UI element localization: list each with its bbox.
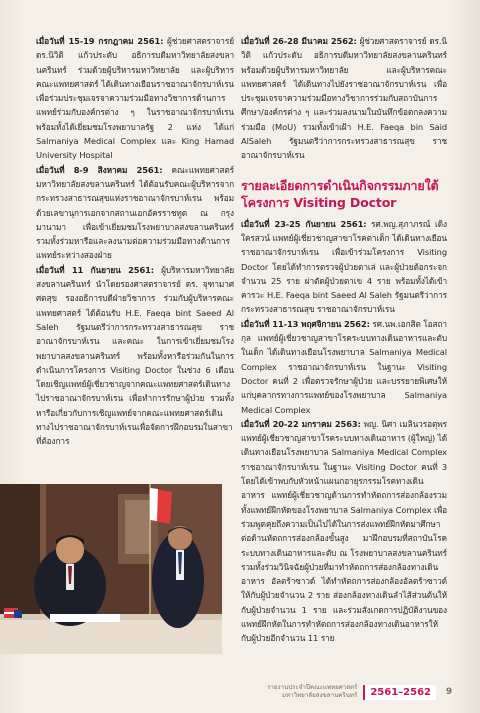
paragraph-jan-2020-visit <box>241 417 447 646</box>
paragraph-text: รศ.นพ.เอกสิต โอสถากุล แพทย์ผู้เชี่ยวชาญสาขาโรคระบบทางเดินอาหารและตับในเด็ก ได้เดินทางเยือนโรงพยาบาล Salmaniya Medical Complex ราชอาณาจักรบาห์เรน ในฐานะ Visiting Doctor คนที่ 2 เพื่อตรวจรักษาผู้ป่วย และบรรยายพิเศษให้แก่บุคลากรทางการแพทย์ของโรงพยาบาล Salmaniya Medical Complex <box>241 318 447 415</box>
paragraph-date: เมื่อวันที่ 26-28 มีนาคม 2562: <box>241 36 357 46</box>
paragraph-text: พญ. นิศา เมลินวรอตุพร แพทย์ผู้เชี่ยวชาญสาขาโรคระบบทางเดินอาหาร (ผู้ใหญ่) ได้เดินทางเยือนโรงพยาบาล Salmaniya Medical Complex ราชอาณาจักรบาห์เรน ในฐานะ Visiting Doctor คนที่ 3 โดยได้เข้าพบกับหัวหน้าแผนกอายุรกรรมโรคทางเดินอาหาร แพทย์ผู้เชี่ยวชาญด้านการทำหัตถการส่องกล้องรวมทั้งแพทย์ฝึกหัดของโรงพยาบาล Salmaniya Complex เพื่อร่วมพูดคุยถึงความเป็นไปได้ในการส่งแพทย์ฝึกหัดมาศึกษาต่อด้านหัตถการส่องกล้องขั้นสูง มาฝึกอบรมที่สถาบันโรคระบบทางเดินอาหารและตับ ณ โรงพยาบาลสงขลานครินทร์ รวมทั้งร่วมวินิจฉัยผู้ป่วยที่มาทำหัตถการส่องกล้องทางเดินอาหาร อัลตร้าซาวด์ ได้ทำหัตถการส่องกล้องอัลตร้าซาวด์ให้กับผู้ป่วยจำนวน 2 ราย ส่องกล้องทางเดินลำไส้ส่วนต้นให้กับผู้ป่วยจำนวน 1 ราย และร่วมสังเกตการปฏิบัติงานของแพทย์ฝึกหัดในการทำหัตถการส่องกล้องทางเดินอาหารให้กับผู้ป่วยอีกจำนวน 11 ราย <box>241 418 447 644</box>
paragraph-sep-2018 <box>36 263 234 449</box>
footer-publication <box>267 684 357 700</box>
paragraph-date: เมื่อวันที่ 23-25 กันยายน 2561: <box>241 218 367 229</box>
paragraph-date: เมื่อวันที่ 8-9 สิงหาคม 2561: <box>36 164 163 175</box>
footer-years-badge: 2561–2562 <box>363 685 436 700</box>
paragraph-date: เมื่อวันที่ 11 กันยายน 2561: <box>36 264 155 275</box>
paragraph-text: ผู้ช่วยศาสตราจารย์ ดร.นิวิติ แก้วประดับ อธิการบดีมหาวิทยาลัยสงขลานครินทร์ ร่วมด้วยผู้บริหารมหาวิทยาลัย และผู้บริหารคณะแพทยศาสตร์ ได้เดินทางเยือนราชอาณาจักรบาห์เรน เพื่อร่วมประชุมเจรจาความร่วมมือทางวิชาการด้านการแพทย์ร่วมกับองค์กรต่าง ๆ ในราชอาณาจักรบาห์เรน พร้อมทั้งได้เยี่ยมชมโรงพยาบาลรัฐ 2 แห่ง ได้แก่ Salmaniya Medical Complex และ King Hamad University Hospital <box>36 36 234 161</box>
photo-illustration <box>0 484 222 654</box>
paragraph-aug-2018 <box>36 163 234 263</box>
paragraph-date: เมื่อวันที่ 20-22 มกราคม 2563: <box>241 418 361 429</box>
right-column <box>241 34 447 646</box>
paragraph-nov-2019-visit <box>241 317 447 417</box>
page-footer <box>260 680 456 704</box>
section-title-visiting-doctor: รายละเอียดการดำเนินกิจกรรมภายใต้โครงการ Visiting Doctor <box>241 177 439 210</box>
signing-ceremony-photo <box>0 484 222 654</box>
paragraph-mar-2019 <box>241 34 447 163</box>
paragraph-sep-2018-visit <box>241 217 447 317</box>
footer-line-2: มหาวิทยาลัยสงขลานครินทร์ <box>282 692 358 699</box>
paragraph-text: ผู้ช่วยศาสตราจารย์ ดร.นิวิติ แก้วประดับ อธิการบดีมหาวิทยาลัยสงขลานครินทร์ พร้อมด้วยผู้บริหารมหาวิทยาลัย และผู้บริหารคณะแพทยศาสตร์ ได้เดินทางไปยังราชอาณาจักรบาห์เรน เพื่อประชุมเจรจาความร่วมมือทางวิชาการร่วมกับสถาบันการศึกษา/องค์กรต่าง ๆ และร่วมลงนามในบันทึกข้อตกลงความร่วมมือ (MoU) รวมทั้งเข้าเฝ้า H.E. Faeqa bin Said AlSaleh รัฐมนตรีว่าการกระทรวงสาธารณสุข ราชอาณาจักรบาห์เรน <box>241 36 447 161</box>
paragraph-jul-2018 <box>36 34 234 163</box>
paragraph-text: รศ.พญ.สุภาภรณ์ เดิงใครสวน์ แพทย์ผู้เชี่ยวชาญสาขาโรคตาเด็ก ได้เดินทางเยือนราชอาณาจักรบาห์เรน เพื่อเข้าร่วมโครงการ Visiting Doctor โดยได้ทำการตรวจผู้ป่วยตาเล่ และผู้ป่วยต้อกระจก จำนวน 25 ราย ผ่าตัดผู้ป่วยตาเข 4 ราย พร้อมทั้งได้เข้าคารวะ H.E. Faeqa bint Saeed Al Saleh รัฐมนตรีว่าการกระทรวงสาธารณสุข ราชอาณาจักรบาห์เรน <box>241 218 448 315</box>
paragraph-text: คณะแพทยศาสตร์ มหาวิทยาลัยสงขลานครินทร์ ได้ต้อนรับคณะผู้บริหารจากกระทรวงสาธารณสุขแห่งราชอาณาจักรบาห์เรน พร้อมด้วยเลขานุการเอกจากสถานเอกอัครราชทูต ณ กรุงมานามา เพื่อเข้าเยี่ยมชมโรงพยาบาลสงขลานครินทร์ รวมทั้งร่วมหารือและลงนามต่อความร่วมมือทางด้านการแพทย์ระหว่างสองฝ่าย <box>36 164 234 261</box>
paragraph-date: เมื่อวันที่ 11-13 พฤศจิกายน 2562: <box>241 318 370 329</box>
footer-line-1: รายงานประจำปีคณะแพทยศาสตร์ <box>267 684 358 691</box>
left-column <box>36 34 234 449</box>
paragraph-date: เมื่อวันที่ 15-19 กรกฎาคม 2561: <box>36 36 164 46</box>
paragraph-text: ผู้บริหารมหาวิทยาลัยสงขลานครินทร์ นำโดยรองศาสตราจารย์ ดร. จุฑามาศ ศตสุข รองอธิการบดีฝ่ายวิชาการ ร่วมกับผู้บริหารคณะแพทยศาสตร์ ได้ต้อนรับ H.E. Faeqa bint Saeed Al Saleh รัฐมนตรีว่าการกระทรวงสาธารณสุข ราชอาณาจักรบาห์เรน และคณะ ในการเข้าเยี่ยมชมโรงพยาบาลสงขลานครินทร์ พร้อมทั้งหารือร่วมกันในการดำเนินการโครงการ Visiting Doctor ในช่วง 6 เดือน โดยเชิญแพทย์ผู้เชี่ยวชาญจากคณะแพทยศาสตร์เดินทางไปราชอาณาจักรบาห์เรน เพื่อทำการรักษาผู้ป่วย รวมทั้งหารือเกี่ยวกับการเชิญแพทย์จากคณะแพทยศาสตร์เดินทางไปราชอาณาจักรบาห์เรนเพื่อจัดการฝึกอบรมในสาขาที่ต้องการ <box>36 264 234 447</box>
page-number: 9 <box>445 687 453 697</box>
